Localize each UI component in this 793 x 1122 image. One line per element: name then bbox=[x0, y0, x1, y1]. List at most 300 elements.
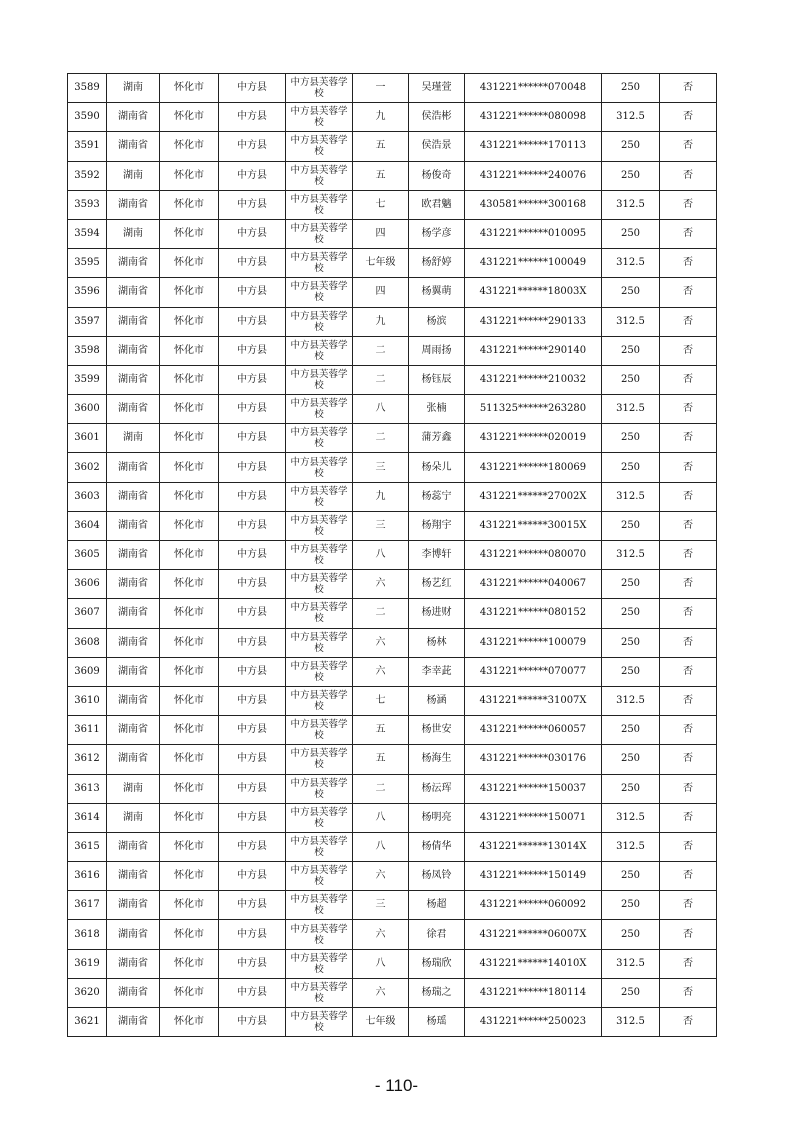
cell-row-index: 3608 bbox=[68, 628, 107, 657]
cell-school: 中方县芙蓉学校 bbox=[286, 745, 353, 774]
cell-id-number: 431221******210032 bbox=[465, 365, 602, 394]
cell-student-name: 欧君魑 bbox=[409, 190, 465, 219]
cell-flag: 否 bbox=[660, 686, 717, 715]
cell-county: 中方县 bbox=[219, 657, 286, 686]
cell-grade: 五 bbox=[353, 716, 409, 745]
table-row bbox=[68, 599, 717, 628]
cell-id-number: 431221******31007X bbox=[465, 686, 602, 715]
table-row bbox=[68, 219, 717, 248]
table-row bbox=[68, 978, 717, 1007]
cell-province: 湖南省 bbox=[107, 862, 160, 891]
cell-flag: 否 bbox=[660, 278, 717, 307]
cell-city: 怀化市 bbox=[160, 249, 219, 278]
cell-school: 中方县芙蓉学校 bbox=[286, 686, 353, 715]
cell-student-name: 杨学彦 bbox=[409, 219, 465, 248]
cell-school: 中方县芙蓉学校 bbox=[286, 190, 353, 219]
cell-id-number: 431221******150149 bbox=[465, 862, 602, 891]
cell-province: 湖南省 bbox=[107, 190, 160, 219]
cell-student-name: 李幸茈 bbox=[409, 657, 465, 686]
cell-id-number: 431221******240076 bbox=[465, 161, 602, 190]
table-row bbox=[68, 1008, 717, 1037]
cell-flag: 否 bbox=[660, 774, 717, 803]
cell-city: 怀化市 bbox=[160, 657, 219, 686]
cell-student-name: 杨俊奇 bbox=[409, 161, 465, 190]
cell-student-name: 李博轩 bbox=[409, 541, 465, 570]
cell-grade: 三 bbox=[353, 891, 409, 920]
cell-city: 怀化市 bbox=[160, 278, 219, 307]
table-row bbox=[68, 482, 717, 511]
cell-student-name: 杨舒婷 bbox=[409, 249, 465, 278]
cell-school: 中方县芙蓉学校 bbox=[286, 453, 353, 482]
cell-amount: 250 bbox=[602, 424, 660, 453]
cell-row-index: 3618 bbox=[68, 920, 107, 949]
cell-city: 怀化市 bbox=[160, 891, 219, 920]
cell-city: 怀化市 bbox=[160, 190, 219, 219]
cell-amount: 312.5 bbox=[602, 307, 660, 336]
cell-row-index: 3600 bbox=[68, 395, 107, 424]
cell-row-index: 3597 bbox=[68, 307, 107, 336]
cell-id-number: 431221******070048 bbox=[465, 74, 602, 103]
cell-flag: 否 bbox=[660, 570, 717, 599]
cell-student-name: 张楠 bbox=[409, 395, 465, 424]
cell-province: 湖南省 bbox=[107, 453, 160, 482]
cell-province: 湖南省 bbox=[107, 307, 160, 336]
cell-id-number: 431221******080098 bbox=[465, 103, 602, 132]
cell-city: 怀化市 bbox=[160, 978, 219, 1007]
cell-school: 中方县芙蓉学校 bbox=[286, 949, 353, 978]
cell-city: 怀化市 bbox=[160, 395, 219, 424]
cell-flag: 否 bbox=[660, 657, 717, 686]
cell-amount: 250 bbox=[602, 336, 660, 365]
cell-row-index: 3604 bbox=[68, 511, 107, 540]
table-row bbox=[68, 103, 717, 132]
cell-id-number: 431221******13014X bbox=[465, 832, 602, 861]
cell-amount: 312.5 bbox=[602, 686, 660, 715]
cell-grade: 三 bbox=[353, 511, 409, 540]
cell-city: 怀化市 bbox=[160, 336, 219, 365]
cell-city: 怀化市 bbox=[160, 103, 219, 132]
cell-county: 中方县 bbox=[219, 132, 286, 161]
cell-county: 中方县 bbox=[219, 74, 286, 103]
cell-row-index: 3592 bbox=[68, 161, 107, 190]
cell-school: 中方县芙蓉学校 bbox=[286, 482, 353, 511]
cell-student-name: 吴瑾萱 bbox=[409, 74, 465, 103]
cell-grade: 七 bbox=[353, 686, 409, 715]
cell-county: 中方县 bbox=[219, 395, 286, 424]
cell-province: 湖南省 bbox=[107, 716, 160, 745]
cell-amount: 250 bbox=[602, 511, 660, 540]
cell-student-name: 杨林 bbox=[409, 628, 465, 657]
cell-county: 中方县 bbox=[219, 453, 286, 482]
cell-city: 怀化市 bbox=[160, 832, 219, 861]
cell-grade: 七 bbox=[353, 190, 409, 219]
cell-city: 怀化市 bbox=[160, 482, 219, 511]
cell-student-name: 杨世安 bbox=[409, 716, 465, 745]
table-row bbox=[68, 541, 717, 570]
cell-amount: 312.5 bbox=[602, 190, 660, 219]
cell-id-number: 431221******080152 bbox=[465, 599, 602, 628]
cell-id-number: 431221******060092 bbox=[465, 891, 602, 920]
cell-row-index: 3591 bbox=[68, 132, 107, 161]
table-row bbox=[68, 774, 717, 803]
cell-grade: 五 bbox=[353, 745, 409, 774]
cell-row-index: 3599 bbox=[68, 365, 107, 394]
cell-id-number: 431221******070077 bbox=[465, 657, 602, 686]
cell-student-name: 杨滨 bbox=[409, 307, 465, 336]
table-row bbox=[68, 832, 717, 861]
table-row bbox=[68, 74, 717, 103]
cell-row-index: 3605 bbox=[68, 541, 107, 570]
cell-row-index: 3610 bbox=[68, 686, 107, 715]
cell-id-number: 431221******180114 bbox=[465, 978, 602, 1007]
cell-school: 中方县芙蓉学校 bbox=[286, 657, 353, 686]
cell-flag: 否 bbox=[660, 599, 717, 628]
cell-flag: 否 bbox=[660, 482, 717, 511]
cell-row-index: 3620 bbox=[68, 978, 107, 1007]
cell-student-name: 杨涵 bbox=[409, 686, 465, 715]
cell-amount: 312.5 bbox=[602, 482, 660, 511]
cell-grade: 二 bbox=[353, 774, 409, 803]
table-row bbox=[68, 745, 717, 774]
cell-flag: 否 bbox=[660, 832, 717, 861]
cell-amount: 250 bbox=[602, 716, 660, 745]
cell-county: 中方县 bbox=[219, 978, 286, 1007]
cell-amount: 250 bbox=[602, 132, 660, 161]
cell-county: 中方县 bbox=[219, 365, 286, 394]
cell-county: 中方县 bbox=[219, 891, 286, 920]
cell-grade: 九 bbox=[353, 307, 409, 336]
cell-id-number: 431221******010095 bbox=[465, 219, 602, 248]
cell-id-number: 511325******263280 bbox=[465, 395, 602, 424]
cell-amount: 250 bbox=[602, 219, 660, 248]
cell-school: 中方县芙蓉学校 bbox=[286, 424, 353, 453]
cell-county: 中方县 bbox=[219, 949, 286, 978]
table-row bbox=[68, 628, 717, 657]
cell-grade: 二 bbox=[353, 365, 409, 394]
cell-row-index: 3613 bbox=[68, 774, 107, 803]
cell-province: 湖南省 bbox=[107, 570, 160, 599]
cell-amount: 250 bbox=[602, 920, 660, 949]
cell-province: 湖南 bbox=[107, 219, 160, 248]
cell-school: 中方县芙蓉学校 bbox=[286, 541, 353, 570]
cell-city: 怀化市 bbox=[160, 570, 219, 599]
cell-student-name: 杨蕊宁 bbox=[409, 482, 465, 511]
cell-city: 怀化市 bbox=[160, 453, 219, 482]
cell-student-name: 杨钰辰 bbox=[409, 365, 465, 394]
cell-province: 湖南 bbox=[107, 161, 160, 190]
cell-province: 湖南 bbox=[107, 803, 160, 832]
cell-amount: 250 bbox=[602, 161, 660, 190]
cell-amount: 250 bbox=[602, 978, 660, 1007]
cell-city: 怀化市 bbox=[160, 219, 219, 248]
cell-city: 怀化市 bbox=[160, 74, 219, 103]
cell-id-number: 431221******30015X bbox=[465, 511, 602, 540]
cell-school: 中方县芙蓉学校 bbox=[286, 978, 353, 1007]
cell-flag: 否 bbox=[660, 862, 717, 891]
cell-grade: 八 bbox=[353, 395, 409, 424]
cell-school: 中方县芙蓉学校 bbox=[286, 832, 353, 861]
cell-city: 怀化市 bbox=[160, 511, 219, 540]
cell-province: 湖南省 bbox=[107, 278, 160, 307]
cell-school: 中方县芙蓉学校 bbox=[286, 307, 353, 336]
cell-county: 中方县 bbox=[219, 511, 286, 540]
cell-student-name: 杨沄珲 bbox=[409, 774, 465, 803]
cell-student-name: 杨瑞之 bbox=[409, 978, 465, 1007]
cell-province: 湖南省 bbox=[107, 686, 160, 715]
cell-student-name: 杨瑞欣 bbox=[409, 949, 465, 978]
table-row bbox=[68, 716, 717, 745]
cell-county: 中方县 bbox=[219, 307, 286, 336]
cell-grade: 六 bbox=[353, 628, 409, 657]
cell-id-number: 431221******180069 bbox=[465, 453, 602, 482]
cell-row-index: 3590 bbox=[68, 103, 107, 132]
cell-flag: 否 bbox=[660, 365, 717, 394]
cell-id-number: 431221******100049 bbox=[465, 249, 602, 278]
cell-county: 中方县 bbox=[219, 424, 286, 453]
cell-row-index: 3606 bbox=[68, 570, 107, 599]
cell-province: 湖南省 bbox=[107, 511, 160, 540]
cell-grade: 八 bbox=[353, 832, 409, 861]
cell-flag: 否 bbox=[660, 307, 717, 336]
cell-school: 中方县芙蓉学校 bbox=[286, 570, 353, 599]
table-row bbox=[68, 453, 717, 482]
cell-province: 湖南省 bbox=[107, 949, 160, 978]
cell-grade: 七年级 bbox=[353, 1008, 409, 1037]
cell-school: 中方县芙蓉学校 bbox=[286, 336, 353, 365]
cell-row-index: 3612 bbox=[68, 745, 107, 774]
cell-city: 怀化市 bbox=[160, 628, 219, 657]
table-row bbox=[68, 190, 717, 219]
cell-city: 怀化市 bbox=[160, 424, 219, 453]
cell-amount: 250 bbox=[602, 745, 660, 774]
cell-county: 中方县 bbox=[219, 745, 286, 774]
cell-city: 怀化市 bbox=[160, 745, 219, 774]
cell-row-index: 3598 bbox=[68, 336, 107, 365]
cell-amount: 312.5 bbox=[602, 541, 660, 570]
cell-school: 中方县芙蓉学校 bbox=[286, 1008, 353, 1037]
cell-province: 湖南省 bbox=[107, 920, 160, 949]
cell-id-number: 431221******250023 bbox=[465, 1008, 602, 1037]
table-row bbox=[68, 891, 717, 920]
cell-city: 怀化市 bbox=[160, 541, 219, 570]
cell-city: 怀化市 bbox=[160, 716, 219, 745]
cell-flag: 否 bbox=[660, 453, 717, 482]
cell-school: 中方县芙蓉学校 bbox=[286, 511, 353, 540]
cell-flag: 否 bbox=[660, 745, 717, 774]
table-body bbox=[68, 74, 717, 1037]
cell-grade: 四 bbox=[353, 219, 409, 248]
cell-grade: 二 bbox=[353, 336, 409, 365]
cell-city: 怀化市 bbox=[160, 599, 219, 628]
cell-county: 中方县 bbox=[219, 570, 286, 599]
cell-flag: 否 bbox=[660, 920, 717, 949]
cell-id-number: 431221******100079 bbox=[465, 628, 602, 657]
cell-amount: 250 bbox=[602, 862, 660, 891]
cell-id-number: 431221******150071 bbox=[465, 803, 602, 832]
cell-flag: 否 bbox=[660, 249, 717, 278]
cell-student-name: 杨艺红 bbox=[409, 570, 465, 599]
table-row bbox=[68, 686, 717, 715]
cell-school: 中方县芙蓉学校 bbox=[286, 803, 353, 832]
cell-row-index: 3602 bbox=[68, 453, 107, 482]
cell-county: 中方县 bbox=[219, 716, 286, 745]
cell-student-name: 徐君 bbox=[409, 920, 465, 949]
cell-grade: 三 bbox=[353, 453, 409, 482]
cell-county: 中方县 bbox=[219, 803, 286, 832]
cell-province: 湖南省 bbox=[107, 336, 160, 365]
cell-amount: 312.5 bbox=[602, 832, 660, 861]
cell-county: 中方县 bbox=[219, 161, 286, 190]
cell-county: 中方县 bbox=[219, 541, 286, 570]
cell-grade: 六 bbox=[353, 862, 409, 891]
cell-amount: 250 bbox=[602, 891, 660, 920]
cell-school: 中方县芙蓉学校 bbox=[286, 74, 353, 103]
cell-city: 怀化市 bbox=[160, 686, 219, 715]
table-row bbox=[68, 657, 717, 686]
cell-student-name: 侯浩彬 bbox=[409, 103, 465, 132]
page-number: - 110- bbox=[374, 1076, 419, 1095]
cell-id-number: 431221******14010X bbox=[465, 949, 602, 978]
cell-id-number: 431221******290133 bbox=[465, 307, 602, 336]
cell-county: 中方县 bbox=[219, 920, 286, 949]
cell-student-name: 侯浩景 bbox=[409, 132, 465, 161]
cell-id-number: 431221******020019 bbox=[465, 424, 602, 453]
cell-row-index: 3621 bbox=[68, 1008, 107, 1037]
cell-row-index: 3607 bbox=[68, 599, 107, 628]
cell-flag: 否 bbox=[660, 336, 717, 365]
cell-school: 中方县芙蓉学校 bbox=[286, 278, 353, 307]
cell-city: 怀化市 bbox=[160, 803, 219, 832]
cell-row-index: 3596 bbox=[68, 278, 107, 307]
cell-province: 湖南省 bbox=[107, 745, 160, 774]
cell-flag: 否 bbox=[660, 219, 717, 248]
cell-flag: 否 bbox=[660, 891, 717, 920]
cell-amount: 250 bbox=[602, 453, 660, 482]
cell-flag: 否 bbox=[660, 132, 717, 161]
cell-flag: 否 bbox=[660, 1008, 717, 1037]
cell-id-number: 430581******300168 bbox=[465, 190, 602, 219]
cell-flag: 否 bbox=[660, 511, 717, 540]
table-row bbox=[68, 511, 717, 540]
cell-student-name: 杨翼萌 bbox=[409, 278, 465, 307]
cell-row-index: 3611 bbox=[68, 716, 107, 745]
cell-amount: 312.5 bbox=[602, 103, 660, 132]
cell-city: 怀化市 bbox=[160, 920, 219, 949]
cell-school: 中方县芙蓉学校 bbox=[286, 395, 353, 424]
cell-row-index: 3595 bbox=[68, 249, 107, 278]
cell-grade: 四 bbox=[353, 278, 409, 307]
table-row bbox=[68, 803, 717, 832]
table-row bbox=[68, 920, 717, 949]
cell-flag: 否 bbox=[660, 103, 717, 132]
cell-province: 湖南省 bbox=[107, 395, 160, 424]
cell-province: 湖南 bbox=[107, 74, 160, 103]
cell-city: 怀化市 bbox=[160, 365, 219, 394]
cell-county: 中方县 bbox=[219, 862, 286, 891]
cell-student-name: 蒲芳鑫 bbox=[409, 424, 465, 453]
cell-amount: 312.5 bbox=[602, 395, 660, 424]
cell-flag: 否 bbox=[660, 716, 717, 745]
cell-row-index: 3594 bbox=[68, 219, 107, 248]
table-row bbox=[68, 365, 717, 394]
cell-county: 中方县 bbox=[219, 278, 286, 307]
cell-flag: 否 bbox=[660, 803, 717, 832]
cell-county: 中方县 bbox=[219, 219, 286, 248]
cell-grade: 二 bbox=[353, 599, 409, 628]
cell-amount: 250 bbox=[602, 628, 660, 657]
cell-id-number: 431221******170113 bbox=[465, 132, 602, 161]
cell-province: 湖南 bbox=[107, 424, 160, 453]
cell-student-name: 杨超 bbox=[409, 891, 465, 920]
cell-grade: 八 bbox=[353, 541, 409, 570]
cell-row-index: 3593 bbox=[68, 190, 107, 219]
cell-id-number: 431221******290140 bbox=[465, 336, 602, 365]
table-row bbox=[68, 395, 717, 424]
cell-province: 湖南省 bbox=[107, 891, 160, 920]
cell-row-index: 3614 bbox=[68, 803, 107, 832]
cell-amount: 250 bbox=[602, 774, 660, 803]
cell-province: 湖南省 bbox=[107, 1008, 160, 1037]
cell-row-index: 3619 bbox=[68, 949, 107, 978]
cell-city: 怀化市 bbox=[160, 949, 219, 978]
cell-row-index: 3603 bbox=[68, 482, 107, 511]
cell-province: 湖南省 bbox=[107, 482, 160, 511]
cell-student-name: 杨明亮 bbox=[409, 803, 465, 832]
cell-amount: 312.5 bbox=[602, 949, 660, 978]
cell-grade: 九 bbox=[353, 103, 409, 132]
cell-amount: 250 bbox=[602, 570, 660, 599]
table-row bbox=[68, 161, 717, 190]
cell-grade: 六 bbox=[353, 978, 409, 1007]
table-row bbox=[68, 278, 717, 307]
cell-grade: 六 bbox=[353, 570, 409, 599]
cell-county: 中方县 bbox=[219, 336, 286, 365]
cell-county: 中方县 bbox=[219, 599, 286, 628]
cell-amount: 250 bbox=[602, 74, 660, 103]
cell-amount: 250 bbox=[602, 599, 660, 628]
cell-school: 中方县芙蓉学校 bbox=[286, 132, 353, 161]
cell-school: 中方县芙蓉学校 bbox=[286, 161, 353, 190]
cell-row-index: 3616 bbox=[68, 862, 107, 891]
cell-grade: 一 bbox=[353, 74, 409, 103]
cell-row-index: 3589 bbox=[68, 74, 107, 103]
cell-student-name: 杨海生 bbox=[409, 745, 465, 774]
cell-id-number: 431221******06007X bbox=[465, 920, 602, 949]
cell-grade: 五 bbox=[353, 161, 409, 190]
cell-id-number: 431221******18003X bbox=[465, 278, 602, 307]
cell-flag: 否 bbox=[660, 190, 717, 219]
cell-school: 中方县芙蓉学校 bbox=[286, 891, 353, 920]
cell-student-name: 杨朵儿 bbox=[409, 453, 465, 482]
cell-flag: 否 bbox=[660, 978, 717, 1007]
cell-province: 湖南省 bbox=[107, 628, 160, 657]
table-row bbox=[68, 570, 717, 599]
cell-amount: 250 bbox=[602, 365, 660, 394]
cell-province: 湖南省 bbox=[107, 978, 160, 1007]
subsidy-roster-table bbox=[67, 73, 717, 1037]
cell-grade: 二 bbox=[353, 424, 409, 453]
cell-grade: 六 bbox=[353, 920, 409, 949]
cell-school: 中方县芙蓉学校 bbox=[286, 716, 353, 745]
cell-province: 湖南省 bbox=[107, 365, 160, 394]
cell-school: 中方县芙蓉学校 bbox=[286, 774, 353, 803]
cell-school: 中方县芙蓉学校 bbox=[286, 599, 353, 628]
cell-county: 中方县 bbox=[219, 103, 286, 132]
cell-flag: 否 bbox=[660, 541, 717, 570]
cell-city: 怀化市 bbox=[160, 862, 219, 891]
cell-student-name: 杨倩华 bbox=[409, 832, 465, 861]
cell-grade: 八 bbox=[353, 803, 409, 832]
